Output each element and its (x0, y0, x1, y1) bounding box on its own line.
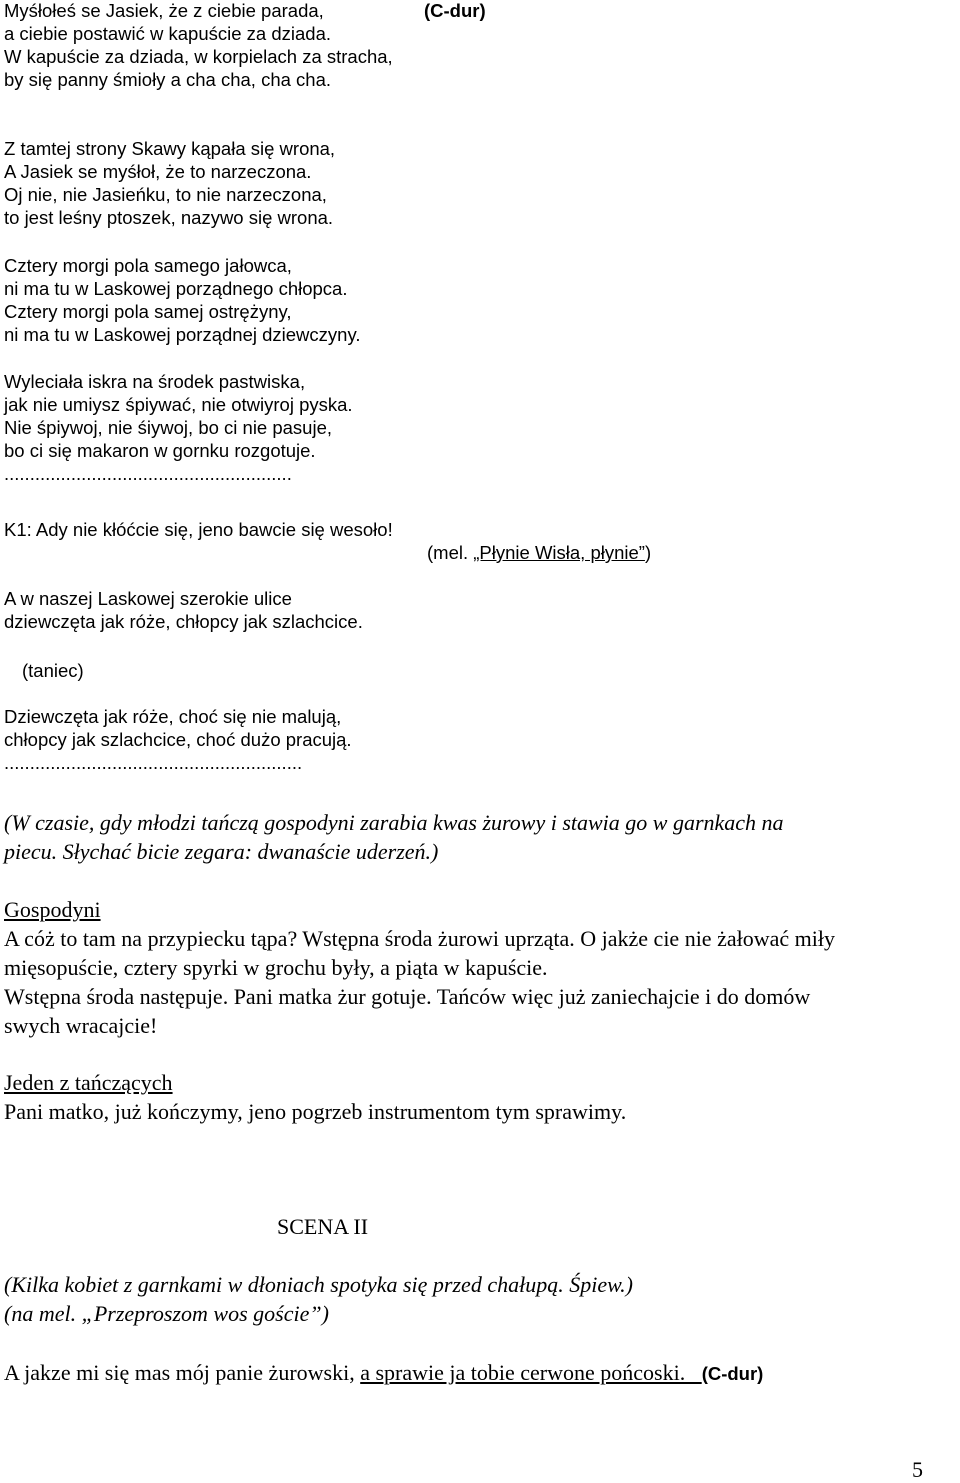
verse-5 (4, 587, 363, 633)
final-key-label: (C-dur) (701, 1363, 764, 1384)
verse-1-line-3: W kapuście za dziada, w korpielach za stracha, (4, 46, 393, 67)
verse-2 (4, 137, 335, 229)
melody-note (427, 541, 651, 564)
speech-line: mięsopuście, cztery spyrki w grochu były, a piąta w kapuście. (4, 955, 548, 980)
verse-2-line: A Jasiek se myśłoł, że to narzeczona. (4, 161, 312, 182)
stage-direction-2: (Kilka kobiet z garnkami w dłoniach spotyka się przed chałupą. Śpiew.) (4, 1272, 633, 1297)
melody-prefix: (mel. (427, 542, 474, 563)
verse-2-line: Z tamtej strony Skawy kąpała się wrona, (4, 138, 336, 159)
verse-4-line: bo ci się makaron w gornku rozgotuje. (4, 440, 316, 461)
final-lyric-part-1: A jakze mi się mas mój panie żurowski, (4, 1360, 361, 1385)
key-label: (C-dur) (424, 0, 486, 21)
verse-1-line-1 (4, 0, 486, 22)
verse-4-line: jak nie umiysz śpiywać, nie otwiyroj pyska. (4, 394, 353, 415)
speech-dancer: Pani matko, już kończymy, jeno pogrzeb instrumentom tym sprawimy. (4, 1099, 627, 1124)
verse-3-line: ni ma tu w Laskowej porządnego chłopca. (4, 278, 348, 299)
verse-6-line: chłopcy jak szlachcice, choć dużo pracują. (4, 729, 352, 750)
speech-gospodyni (4, 924, 835, 1040)
speaker-gospodyni: Gospodyni (4, 897, 101, 922)
verse-2-line: Oj nie, nie Jasieńku, to nie narzeczona, (4, 184, 327, 205)
verse-1-line-4: by się panny śmioły a cha cha, cha cha. (4, 69, 332, 90)
verse-1 (4, 0, 486, 91)
chorus-k1: K1: Ady nie kłóćcie się, jeno bawcie się wesoło! (4, 519, 393, 540)
verse-4-line: Wyleciała iskra na środek pastwiska, (4, 371, 306, 392)
verse-3-line: Cztery morgi pola samego jałowca, (4, 255, 292, 276)
stage-direction-line: (W czasie, gdy młodzi tańczą gospodyni zarabia kwas żurowy i stawia go w garnkach na (4, 810, 784, 835)
verse-3-line: Cztery morgi pola samej ostrężyny, (4, 301, 292, 322)
verse-4 (4, 370, 353, 485)
verse-5-line: A w naszej Laskowej szerokie ulice (4, 588, 292, 609)
speech-line: A cóż to tam na przypiecku tąpa? Wstępna środa żurowi uprząta. O jakże cie nie żałować miły (4, 926, 835, 951)
verse-4-line: Nie śpiywoj, nie śiywoj, bo ci nie pasuje, (4, 417, 333, 438)
verse-3-line: ni ma tu w Laskowej porządnej dziewczyny. (4, 324, 361, 345)
ellipsis-divider: .......................................................... (4, 752, 303, 773)
verse-1-line-2: a ciebie postawić w kapuście za dziada. (4, 23, 332, 44)
verse-1-line-1-text: Myśłołeś se Jasiek, że z ciebie parada, (4, 0, 324, 21)
verse-3 (4, 254, 360, 346)
verse-6-line: Dziewczęta jak róże, choć się nie malują, (4, 706, 342, 727)
scene-title: SCENA II (277, 1214, 369, 1239)
page-number: 5 (912, 1457, 923, 1482)
ellipsis-divider: ........................................................ (4, 463, 292, 484)
melody-title: „Płynie Wisła, płynie” (473, 542, 645, 563)
stage-direction-3: (na mel. „Przeproszom wos goście”) (4, 1301, 329, 1326)
final-lyric-part-2: a sprawie ja tobie cerwone pońcoski. (360, 1360, 702, 1385)
final-lyric (4, 1358, 763, 1387)
verse-6 (4, 705, 352, 774)
stage-direction-1 (4, 808, 784, 866)
dance-note: (taniec) (22, 660, 84, 681)
speaker-dancer: Jeden z tańczących (4, 1070, 173, 1095)
speech-line: swych wracajcie! (4, 1013, 158, 1038)
stage-direction-line: piecu. Słychać bicie zegara: dwanaście uderzeń.) (4, 839, 439, 864)
melody-suffix: ) (644, 542, 652, 563)
verse-2-line: to jest leśny ptoszek, nazywo się wrona. (4, 207, 334, 228)
verse-5-line: dziewczęta jak róże, chłopcy jak szlachcice. (4, 611, 363, 632)
speech-line: Wstępna środa następuje. Pani matka żur gotuje. Tańców więc już zaniechajcie i do domów (4, 984, 811, 1009)
